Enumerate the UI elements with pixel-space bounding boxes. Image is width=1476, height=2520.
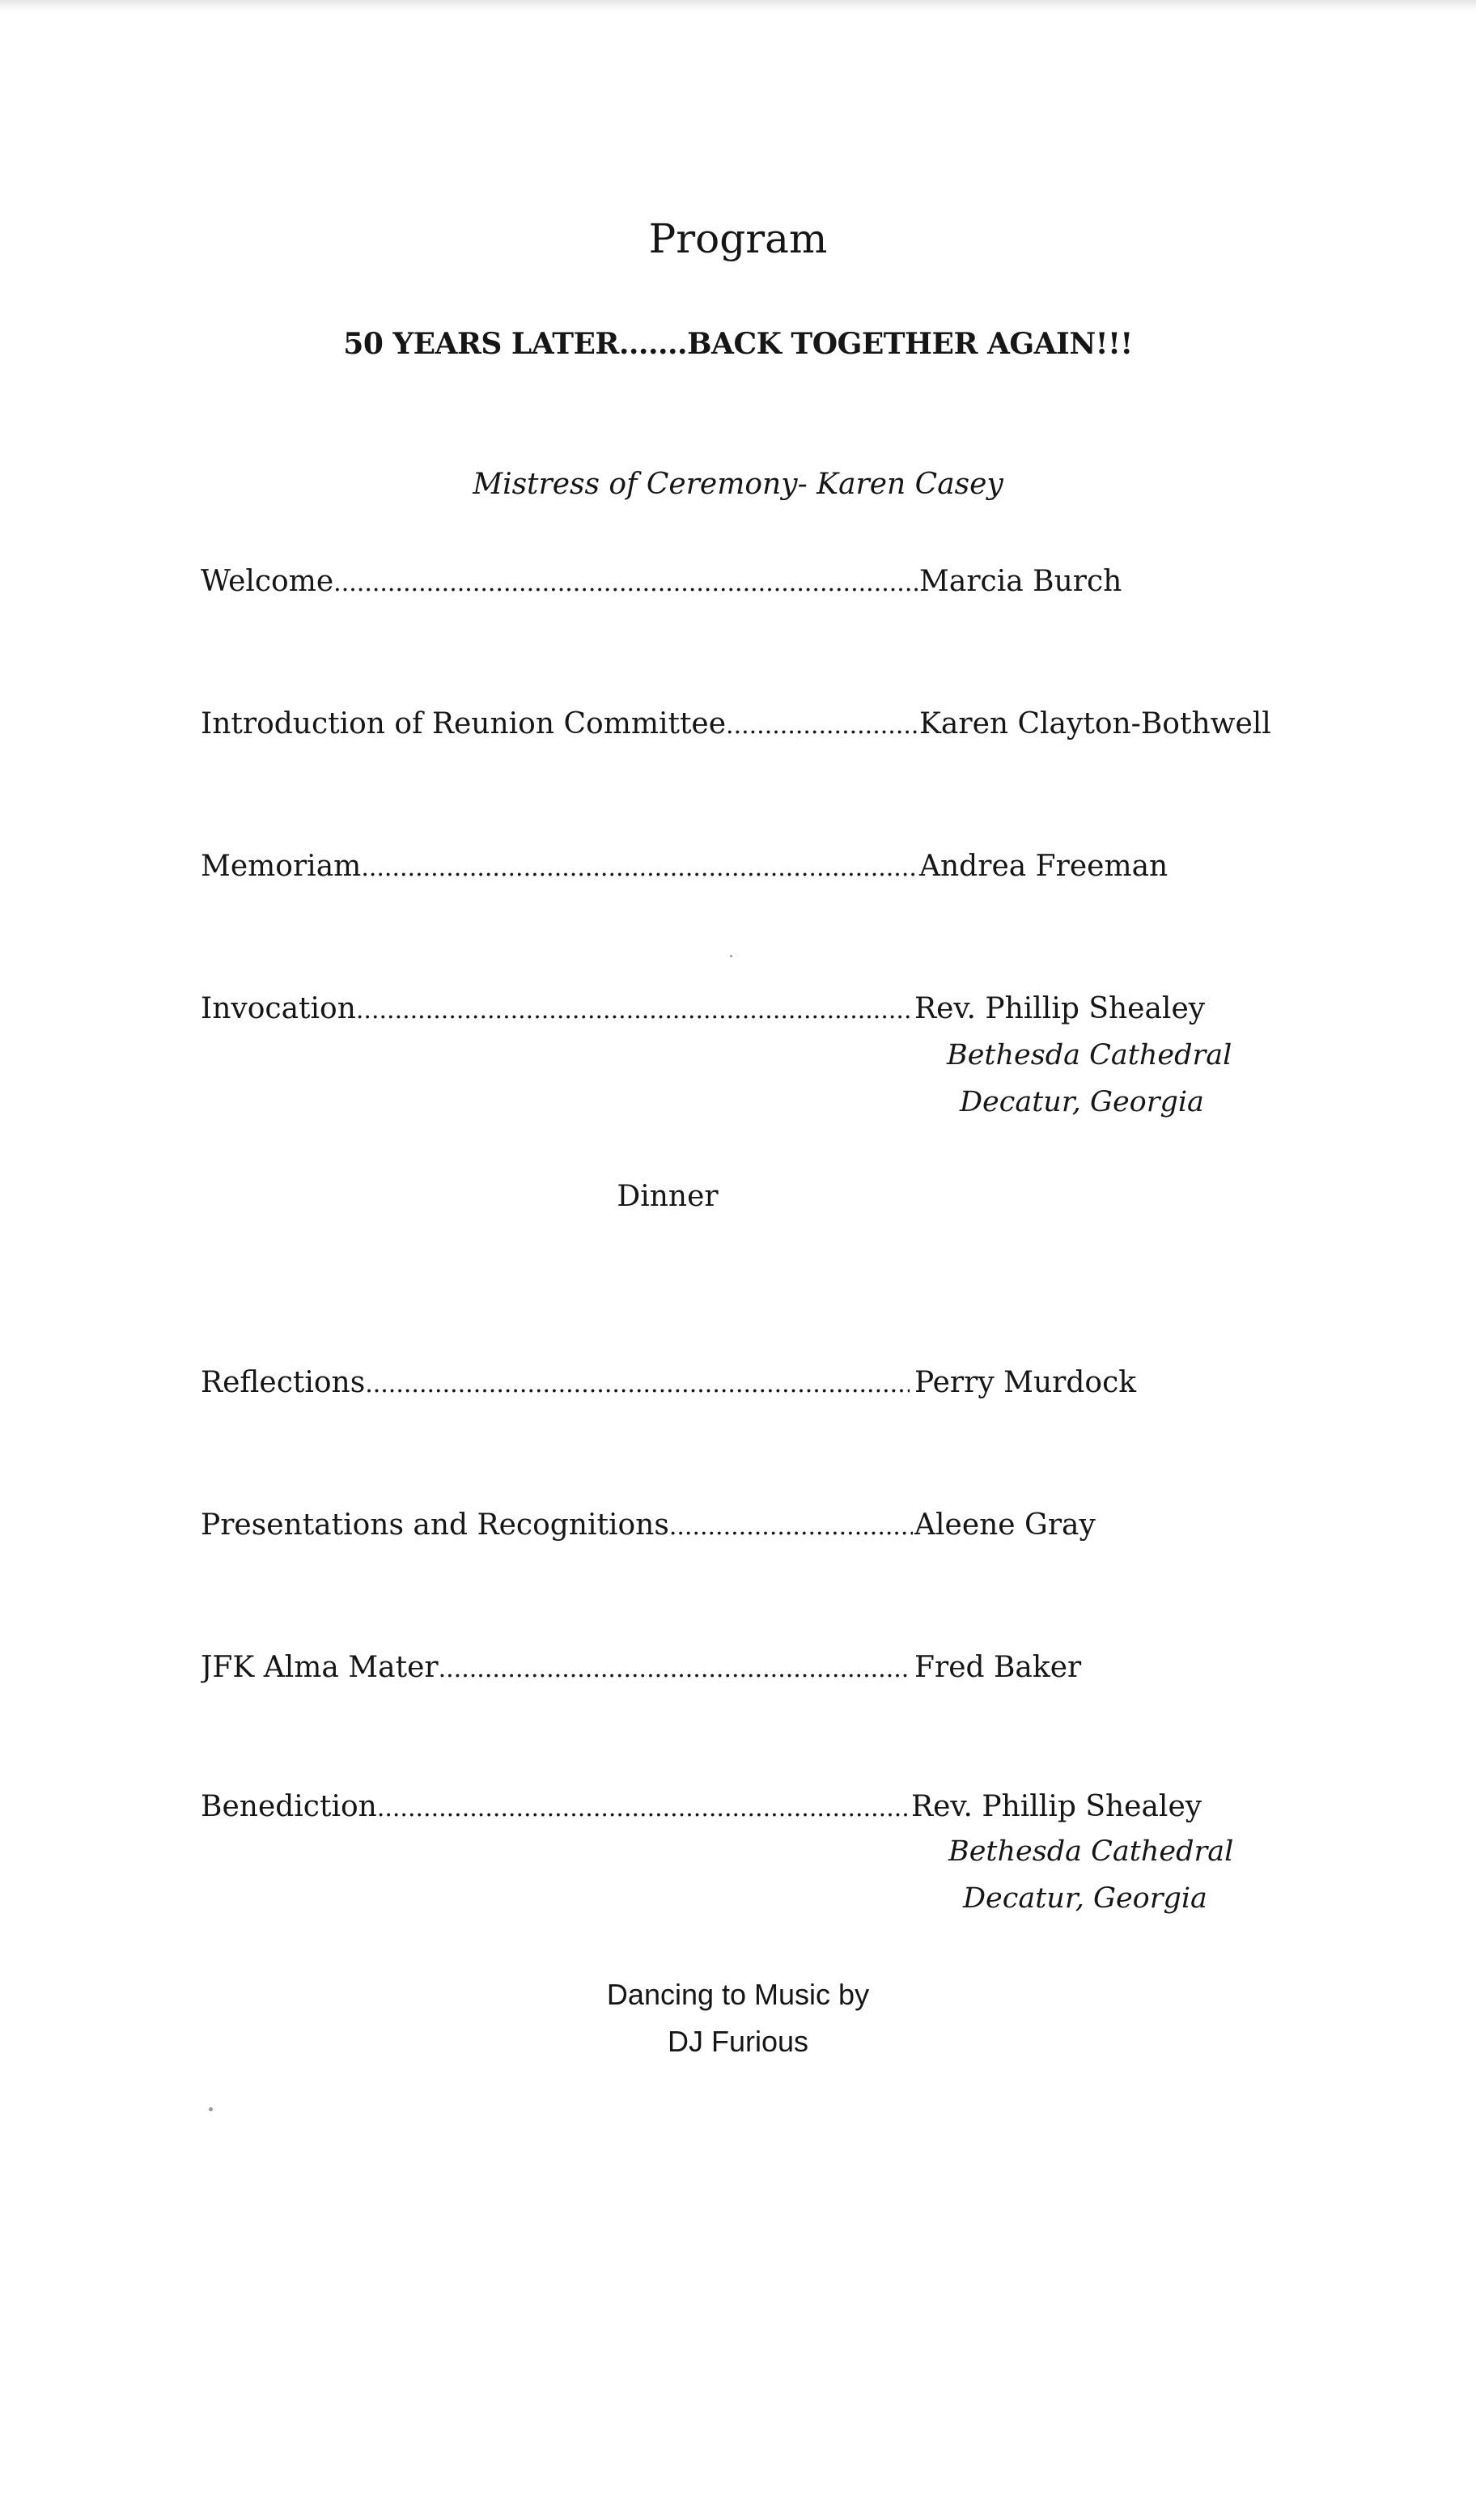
item-presenter: Aleene Gray bbox=[914, 1508, 1096, 1542]
item-label: Reflections bbox=[201, 1366, 366, 1399]
dinner-label: Dinner bbox=[617, 1180, 719, 1213]
item-presenter: Karen Clayton-Bothwell bbox=[919, 707, 1271, 740]
dot-leader bbox=[356, 996, 913, 1025]
dot-leader bbox=[439, 1655, 910, 1683]
program-item-introduction bbox=[0, 707, 1476, 748]
item-organization: Bethesda Cathedral bbox=[947, 1039, 1232, 1071]
item-organization: Bethesda Cathedral bbox=[948, 1835, 1234, 1868]
dancing-line-1: Dancing to Music by bbox=[606, 1978, 870, 2011]
dot-leader bbox=[365, 1370, 910, 1398]
program-item-reflections bbox=[0, 1366, 1476, 1406]
dot-leader bbox=[669, 1512, 913, 1541]
mistress-of-ceremony: Mistress of Ceremony- Karen Casey bbox=[473, 468, 1003, 501]
item-location: Decatur, Georgia bbox=[960, 1086, 1204, 1118]
item-label: Welcome bbox=[201, 565, 334, 598]
program-item-invocation bbox=[0, 992, 1476, 1033]
program-item-alma-mater bbox=[0, 1651, 1476, 1691]
program-item-benediction bbox=[0, 1790, 1476, 1831]
item-presenter: Andrea Freeman bbox=[919, 850, 1168, 883]
item-presenter: Perry Murdock bbox=[914, 1366, 1137, 1399]
page-title: Program bbox=[648, 215, 828, 262]
item-label-row bbox=[201, 565, 918, 598]
item-label-row bbox=[201, 1508, 913, 1542]
item-label-row bbox=[201, 1651, 910, 1684]
item-label-row bbox=[201, 707, 918, 740]
dot-leader bbox=[361, 854, 918, 882]
program-item-presentations bbox=[0, 1508, 1476, 1549]
dot-leader bbox=[726, 711, 918, 740]
item-label: Introduction of Reunion Committee bbox=[201, 707, 727, 740]
item-label-row bbox=[201, 1366, 910, 1399]
scan-speck bbox=[209, 2107, 213, 2111]
item-label: Memoriam bbox=[201, 850, 362, 883]
item-label-row bbox=[201, 1790, 910, 1823]
subtitle: 50 YEARS LATER.......BACK TOGETHER AGAIN!!! bbox=[343, 327, 1133, 361]
item-presenter: Rev. Phillip Shealey bbox=[914, 992, 1206, 1025]
dancing-line-2: DJ Furious bbox=[667, 2025, 809, 2058]
dot-leader bbox=[333, 569, 918, 597]
item-presenter: Rev. Phillip Shealey bbox=[911, 1790, 1202, 1823]
program-item-welcome bbox=[0, 565, 1476, 605]
item-label: Presentations and Recognitions bbox=[201, 1508, 669, 1542]
item-presenter: Fred Baker bbox=[914, 1651, 1082, 1684]
program-item-memoriam bbox=[0, 850, 1476, 890]
item-label-row bbox=[201, 992, 913, 1025]
item-label-row bbox=[201, 850, 918, 883]
item-label: JFK Alma Mater bbox=[201, 1651, 439, 1684]
item-presenter: Marcia Burch bbox=[919, 565, 1122, 598]
item-location: Decatur, Georgia bbox=[963, 1882, 1207, 1915]
scan-speck bbox=[730, 955, 732, 957]
scan-edge bbox=[0, 0, 1476, 11]
item-label: Invocation bbox=[201, 992, 356, 1025]
dot-leader bbox=[377, 1794, 910, 1822]
item-label: Benediction bbox=[201, 1790, 377, 1823]
